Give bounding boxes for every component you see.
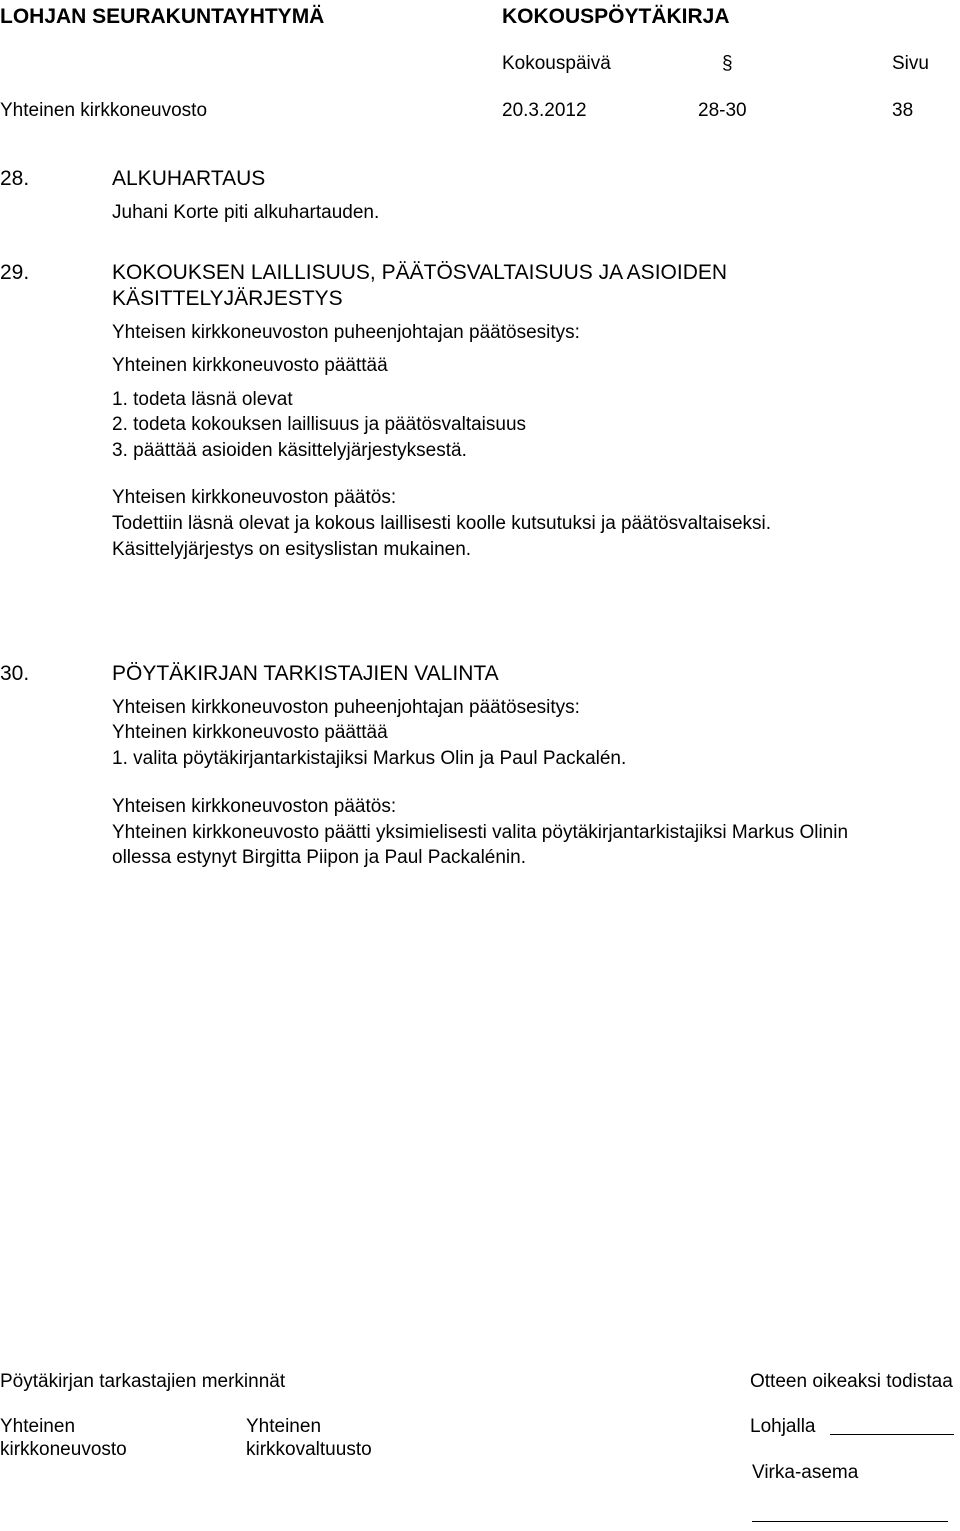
item-30-decision-line2: ollessa estynyt Birgitta Piipon ja Paul Packalénin. bbox=[112, 847, 527, 868]
page-number: 38 bbox=[892, 100, 914, 121]
item-30-proposal-heading: Yhteisen kirkkoneuvoston puheenjohtajan päätösesitys: bbox=[112, 697, 580, 718]
item-29-decision-heading: Yhteisen kirkkoneuvoston päätös: bbox=[112, 487, 397, 508]
item-29-point-3: 3. päättää asioiden käsittelyjärjestyksestä. bbox=[112, 440, 467, 461]
item-29-point-1: 1. todeta läsnä olevat bbox=[112, 389, 293, 410]
item-29-proposal-heading: Yhteisen kirkkoneuvoston puheenjohtajan päätösesitys: bbox=[112, 322, 580, 343]
item-30-number: 30. bbox=[0, 662, 30, 685]
place-signature-line bbox=[830, 1434, 954, 1435]
signature-col1-line1: Yhteinen bbox=[0, 1416, 76, 1437]
section-label: § bbox=[722, 53, 733, 74]
item-29-proposal-intro: Yhteinen kirkkoneuvosto päättää bbox=[112, 355, 388, 376]
signature-col2-line2: kirkkovaltuusto bbox=[246, 1439, 372, 1460]
item-29-number: 29. bbox=[0, 261, 30, 284]
item-30-decision-heading: Yhteisen kirkkoneuvoston päätös: bbox=[112, 796, 397, 817]
item-30-decision-line1: Yhteinen kirkkoneuvosto päätti yksimielisesti valita pöytäkirjantarkistajiksi Markus Olinin bbox=[112, 822, 849, 843]
item-29-decision-line1: Todettiin läsnä olevat ja kokous laillisesti koolle kutsutuksi ja päätösvaltaiseksi. bbox=[112, 513, 772, 534]
item-29-decision-line2: Käsittelyjärjestys on esityslistan mukainen. bbox=[112, 539, 472, 560]
item-28-text: Juhani Korte piti alkuhartauden. bbox=[112, 202, 380, 223]
section-range: 28-30 bbox=[698, 100, 747, 121]
date-label: Kokouspäivä bbox=[502, 53, 611, 74]
item-30-title: PÖYTÄKIRJAN TARKISTAJIEN VALINTA bbox=[112, 662, 499, 685]
body-name: Yhteinen kirkkoneuvosto bbox=[0, 100, 208, 121]
signature-col2-line1: Yhteinen bbox=[246, 1416, 322, 1437]
place-label: Lohjalla bbox=[750, 1416, 816, 1437]
checkers-label: Pöytäkirjan tarkastajien merkinnät bbox=[0, 1371, 286, 1392]
position-label: Virka-asema bbox=[752, 1462, 859, 1483]
item-28-number: 28. bbox=[0, 167, 30, 190]
position-signature-line bbox=[752, 1521, 948, 1522]
certify-label: Otteen oikeaksi todistaa bbox=[750, 1371, 953, 1392]
page-label: Sivu bbox=[892, 53, 929, 74]
meeting-date: 20.3.2012 bbox=[502, 100, 587, 121]
signature-col1-line2: kirkkoneuvosto bbox=[0, 1439, 127, 1460]
document-type: KOKOUSPÖYTÄKIRJA bbox=[502, 5, 730, 28]
item-30-proposal-point: 1. valita pöytäkirjantarkistajiksi Markus Olin ja Paul Packalén. bbox=[112, 748, 627, 769]
item-28-title: ALKUHARTAUS bbox=[112, 167, 266, 190]
item-30-proposal-intro: Yhteinen kirkkoneuvosto päättää bbox=[112, 722, 388, 743]
item-29-title-line2: KÄSITTELYJÄRJESTYS bbox=[112, 287, 343, 310]
item-29-title-line1: KOKOUKSEN LAILLISUUS, PÄÄTÖSVALTAISUUS JA ASIOIDEN bbox=[112, 261, 728, 284]
org-name: LOHJAN SEURAKUNTAYHTYMÄ bbox=[0, 5, 325, 28]
item-29-point-2: 2. todeta kokouksen laillisuus ja päätösvaltaisuus bbox=[112, 414, 527, 435]
